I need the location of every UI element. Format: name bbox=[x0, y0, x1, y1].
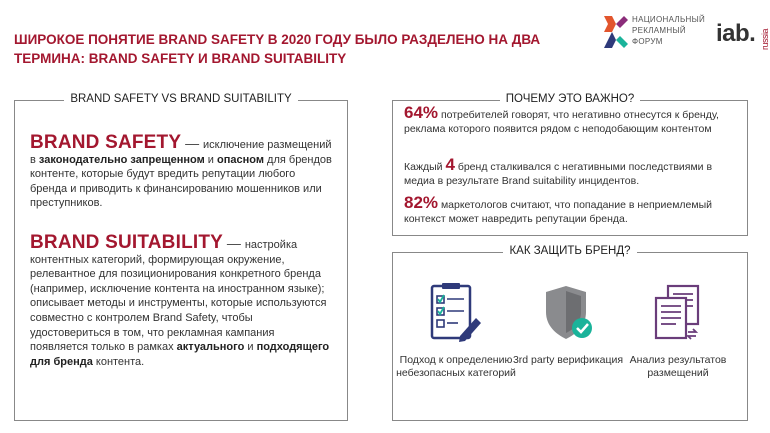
why-stat-64: 64% bbox=[404, 103, 439, 122]
brand-safety-term: BRAND SAFETY bbox=[30, 132, 182, 153]
brand-safety-text: и bbox=[204, 153, 218, 166]
brand-suitability-bold-1: актуального bbox=[176, 341, 245, 354]
how-label-2: 3rd party верификация bbox=[512, 354, 624, 366]
forum-logo-word-1: НАЦИОНАЛЬНЫЙ bbox=[632, 15, 706, 24]
why-stat-4: 4 bbox=[445, 155, 455, 174]
slide-title bbox=[14, 30, 574, 68]
title-line-2: ТЕРМИНА: BRAND SAFETY И BRAND SUITABILITY bbox=[14, 51, 347, 66]
why-prefix-2: Каждый bbox=[404, 161, 446, 173]
iab-logo bbox=[716, 20, 770, 50]
how-item-categories bbox=[396, 282, 516, 380]
how-label-1: Подход к определению небезопасных категорий bbox=[396, 354, 516, 379]
brand-safety-dash: — bbox=[181, 135, 204, 151]
why-text-1: потребителей говорят, что негативно отнесутся к бренду, реклама которого появится рядом с неподобающим контентом bbox=[404, 109, 719, 135]
panel-heading: BRAND SAFETY VS BRAND SUITABILITY bbox=[64, 93, 297, 105]
brand-safety-text: для брендов контенте, которые будут вредить репутации любого бренда и приводить к финансированию мошенников или преступников. bbox=[30, 153, 332, 210]
title-line-1: ШИРОКОЕ ПОНЯТИЕ BRAND SAFETY В 2020 ГОДУ БЫЛО РАЗДЕЛЕНО НА ДВА bbox=[14, 32, 541, 47]
shield-check-icon bbox=[538, 282, 598, 344]
why-stat-82: 82% bbox=[404, 193, 439, 212]
brand-safety-text: исключение размещений в bbox=[30, 139, 332, 166]
brand-safety-definition bbox=[30, 132, 334, 211]
checklist-icon bbox=[426, 282, 486, 344]
brand-suitability-dash: — bbox=[223, 235, 245, 251]
brand-suitability-definition bbox=[30, 232, 334, 369]
why-text-2: бренд сталкивался с негативными последствиями в медиа в результате Brand suitability инцидентов. bbox=[404, 161, 713, 187]
how-label-3: Анализ результатов размещений bbox=[629, 354, 727, 379]
how-item-analysis bbox=[618, 282, 738, 380]
brand-safety-bold-1: законодательно запрещенном bbox=[38, 153, 205, 166]
why-item-marketers bbox=[404, 193, 740, 226]
how-item-verification bbox=[508, 282, 628, 367]
why-item-brands bbox=[404, 155, 740, 188]
brand-suitability-text: контента. bbox=[92, 355, 145, 368]
iab-logo-suffix: russia bbox=[760, 28, 770, 50]
documents-icon bbox=[648, 282, 708, 344]
forum-logo-mark-icon bbox=[602, 14, 628, 50]
iab-logo-text: iab. bbox=[716, 20, 756, 47]
forum-logo-word-3: ФОРУМ bbox=[632, 37, 663, 46]
brand-suitability-text: и bbox=[244, 341, 257, 354]
how-heading: КАК ЗАЩИТЬ БРЕНД? bbox=[503, 245, 636, 257]
forum-logo bbox=[602, 14, 706, 58]
brand-suitability-text: настройка контентных категорий, формирующая окружение, релевантное для позиционирования конкретного бренда (например, исключение контента на иностранном языке); описывает методы и инструменты, которые используются совместно с контролем Brand Safety, чтобы удостовериться в том, что рекламная кампания появляется только в рамках bbox=[30, 239, 327, 354]
why-item-consumers bbox=[404, 103, 740, 136]
why-text-3: маркетологов считают, что попадание в неприемлемый контекст может навредить репутации бренда. bbox=[404, 199, 713, 225]
brand-safety-bold-2: опасном bbox=[217, 153, 264, 166]
forum-logo-word-2: РЕКЛАМНЫЙ bbox=[632, 26, 686, 35]
why-heading: ПОЧЕМУ ЭТО ВАЖНО? bbox=[500, 93, 641, 105]
brand-suitability-bold-2: подходящего для бренда bbox=[30, 341, 330, 368]
brand-suitability-term: BRAND SUITABILITY bbox=[30, 232, 224, 253]
